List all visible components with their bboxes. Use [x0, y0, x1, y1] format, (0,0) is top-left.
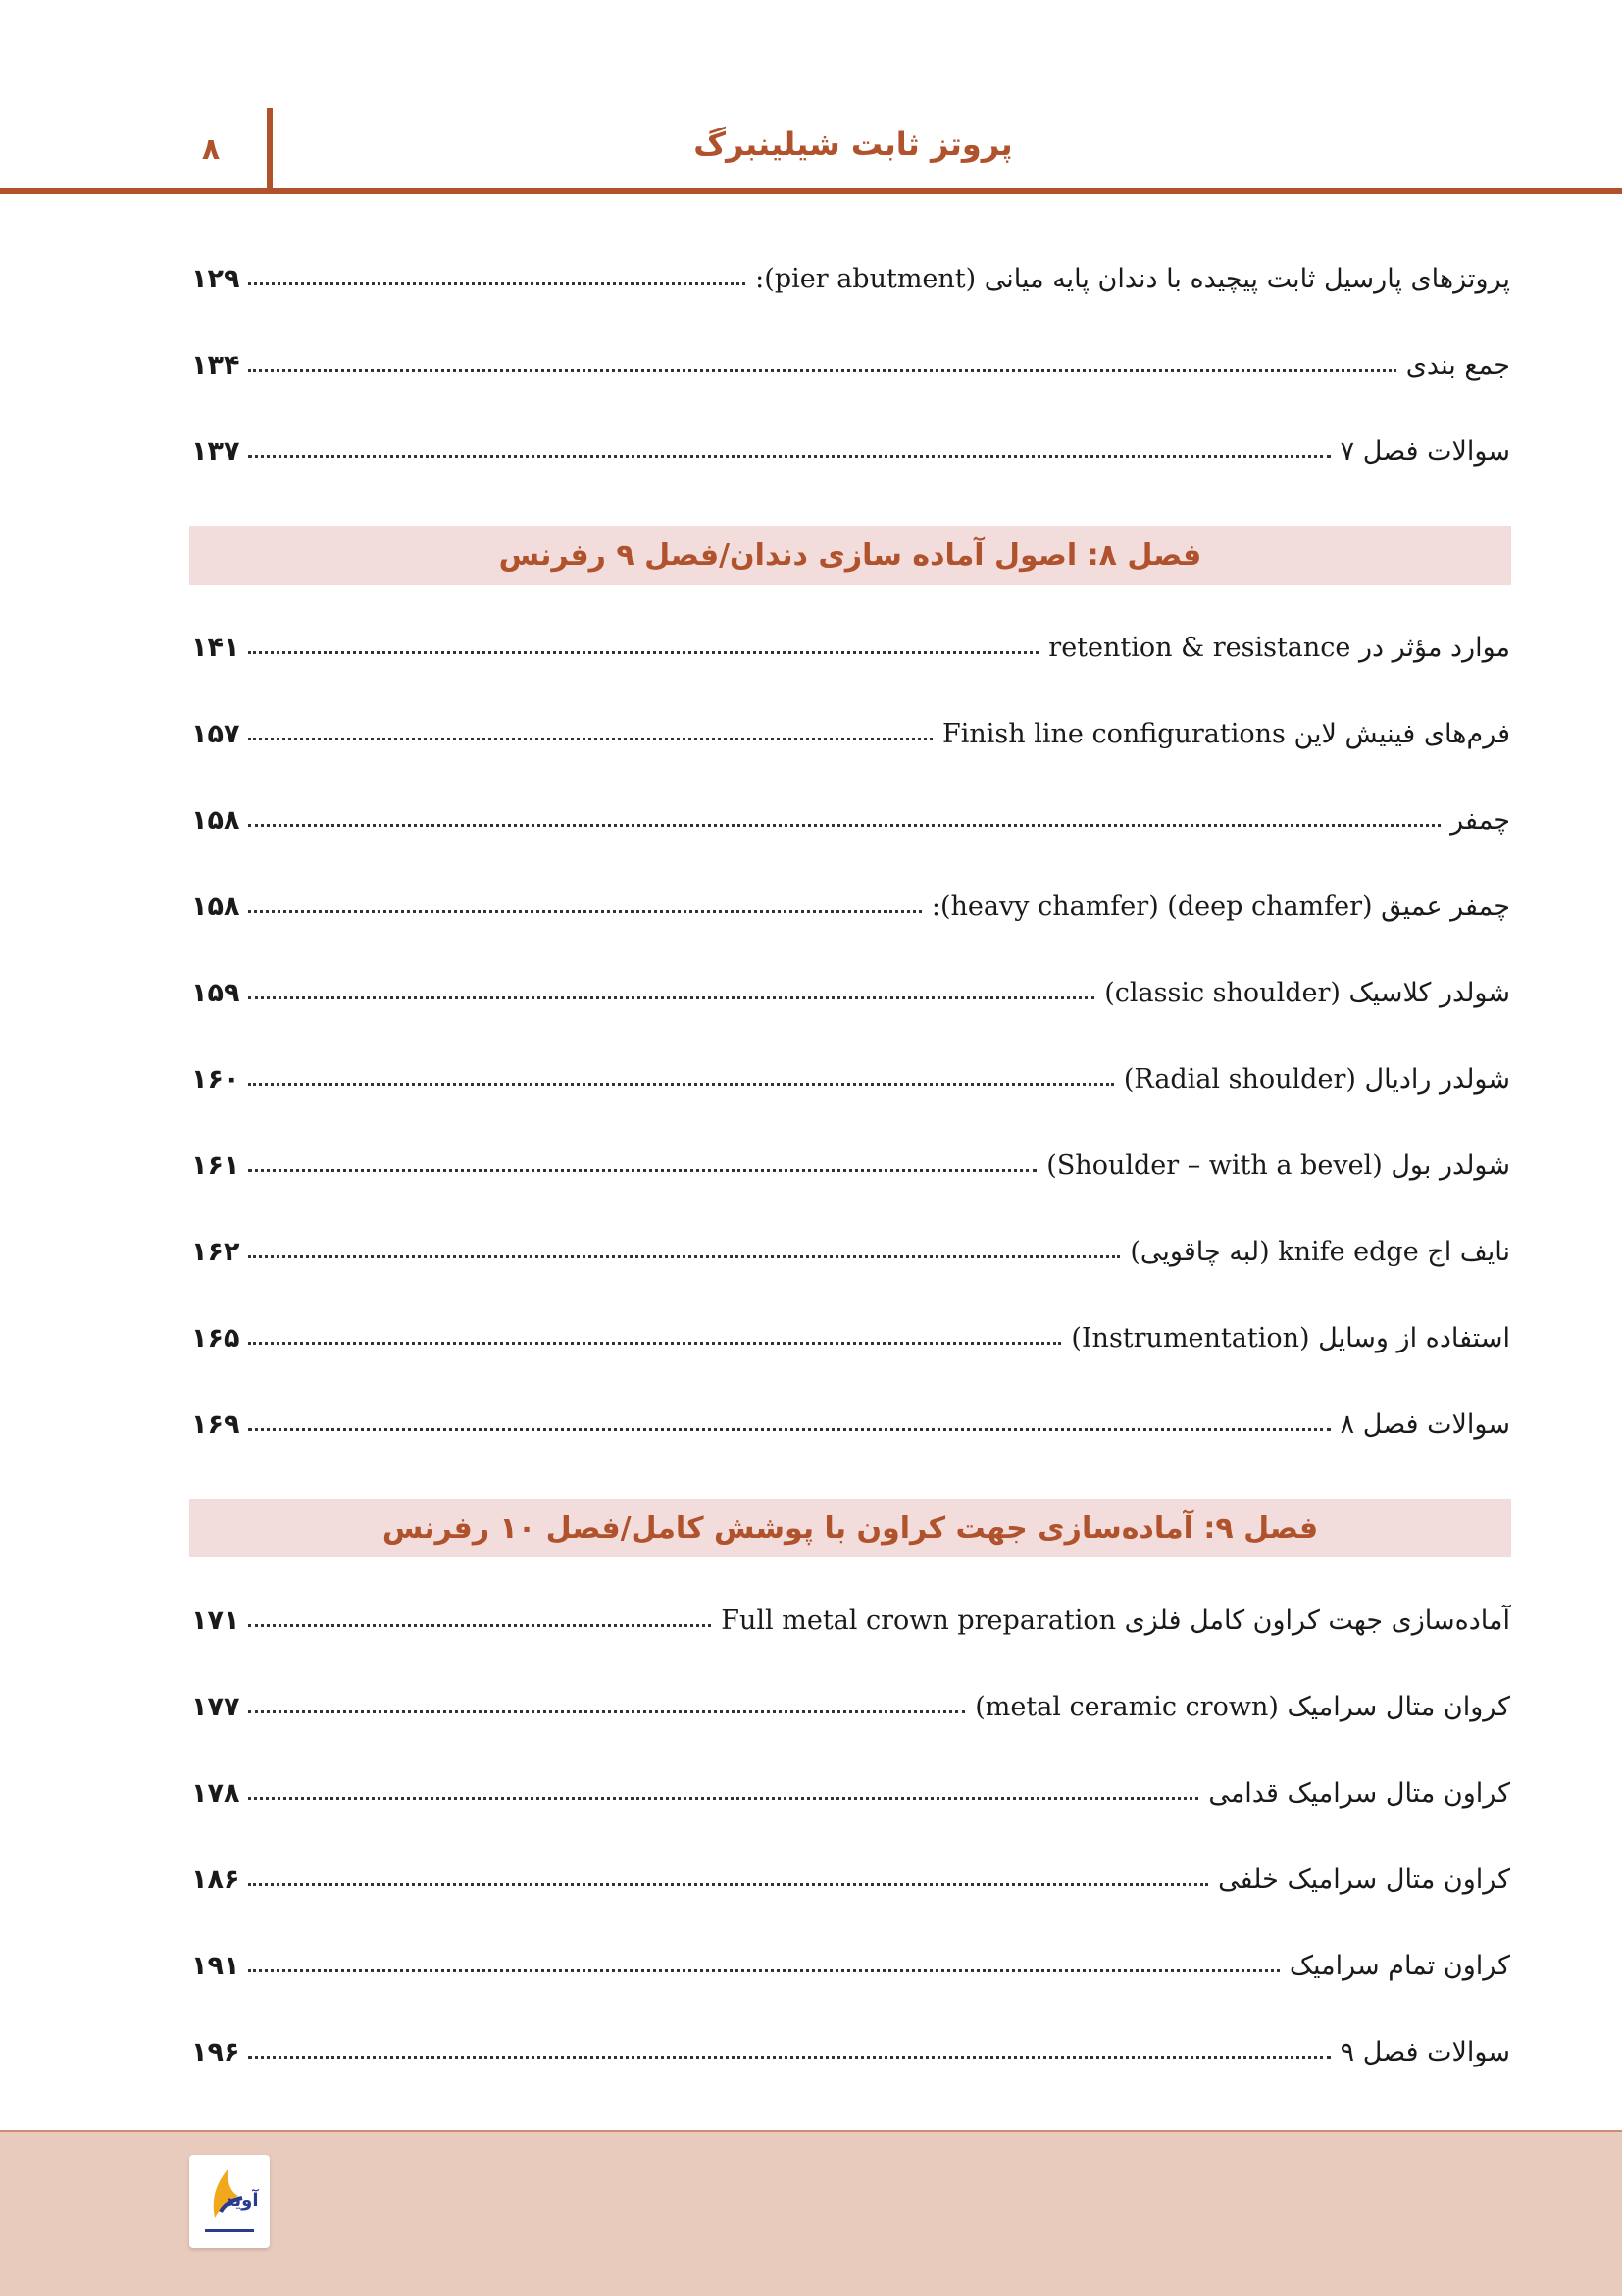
dot-leader [248, 1168, 1037, 1172]
toc-entry[interactable] [191, 1046, 1510, 1095]
toc-entry[interactable] [191, 1391, 1510, 1440]
toc-entry-title: چمفر [1450, 805, 1510, 836]
toc-entry[interactable] [191, 614, 1510, 663]
toc-entry[interactable] [191, 1846, 1510, 1895]
toc-entry[interactable] [191, 959, 1510, 1008]
toc-entry-title: آماده‌سازی جهت کراون کامل فلزی Full metal crown preparation [721, 1606, 1510, 1636]
page-number: ۸ [201, 132, 221, 167]
dot-leader [248, 368, 1396, 372]
chapter-title: فصل ۸: اصول آماده سازی دندان/فصل ۹ رفرنس [498, 537, 1202, 573]
toc-entry-title: کراون تمام سرامیک [1289, 1951, 1510, 1981]
toc-entry-page: ۱۳۴ [191, 350, 240, 381]
toc-entry[interactable] [191, 1760, 1510, 1809]
toc-entry-title: کراون متال سرامیک قدامی [1208, 1778, 1510, 1809]
toc-entry-title: موارد مؤثر در retention & resistance [1048, 633, 1510, 663]
dot-leader [248, 650, 1039, 654]
toc-entry[interactable] [191, 1932, 1510, 1981]
toc-entry-page: ۱۳۷ [191, 436, 240, 467]
publisher-logo [189, 2155, 270, 2248]
toc-entry-title: پروتزهای پارسیل ثابت پیچیده با دندان پایه میانی (pier abutment): [755, 264, 1510, 294]
toc-entry-page: ۱۵۷ [191, 719, 240, 749]
toc-entry-page: ۱۹۶ [191, 2037, 240, 2067]
dot-leader [248, 995, 1094, 999]
header-divider-horizontal [0, 188, 1622, 194]
chapter-heading-9[interactable] [189, 1499, 1511, 1557]
toc-entry-page: ۱۹۱ [191, 1951, 240, 1981]
toc-entry-page: ۱۸۶ [191, 1864, 240, 1895]
book-title: پروتز ثابت شیلینبرگ [693, 126, 1013, 163]
toc-entry-page: ۱۶۰ [191, 1064, 240, 1095]
toc-entry-page: ۱۵۸ [191, 805, 240, 836]
toc-entry-page: ۱۴۱ [191, 633, 240, 663]
dot-leader [248, 1968, 1280, 1972]
toc-entry-title: فرم‌های فینیش لاین Finish line configurations [942, 719, 1510, 749]
toc-entry-title: شولدر کلاسیک (classic shoulder) [1104, 978, 1510, 1008]
toc-entry[interactable] [191, 787, 1510, 836]
toc-entry[interactable] [191, 2018, 1510, 2067]
dot-leader [248, 1341, 1061, 1345]
toc-entry-title: سوالات فصل ۹ [1340, 2037, 1510, 2067]
header-divider-vertical [267, 108, 273, 190]
toc-entry-title: کروان متال سرامیک (metal ceramic crown) [975, 1692, 1510, 1722]
dot-leader [248, 1254, 1120, 1258]
toc-entry-title: استفاده از وسایل (Instrumentation) [1071, 1323, 1510, 1353]
toc-entry-title: چمفر عمیق (deep chamfer) (heavy chamfer): [931, 892, 1510, 922]
toc-entry[interactable] [191, 1132, 1510, 1181]
dot-leader [248, 1082, 1114, 1086]
toc-entry-page: ۱۶۱ [191, 1150, 240, 1181]
toc-entry-title: سوالات فصل ۸ [1340, 1409, 1510, 1440]
chapter-title: فصل ۹: آماده‌سازی جهت کراون با پوشش کامل/فصل ۱۰ رفرنس [381, 1510, 1319, 1546]
toc-entry[interactable] [191, 700, 1510, 749]
toc-entry-page: ۱۷۱ [191, 1606, 240, 1636]
toc-entry[interactable] [191, 245, 1510, 294]
dot-leader [248, 823, 1441, 827]
toc-entry-title: شولدر رادیال (Radial shoulder) [1123, 1064, 1510, 1095]
toc-entry[interactable] [191, 1304, 1510, 1353]
dot-leader [248, 281, 745, 285]
toc-entry-title: جمع بندی [1405, 350, 1510, 381]
toc-entry[interactable] [191, 1587, 1510, 1636]
toc-entry-page: ۱۶۵ [191, 1323, 240, 1353]
publisher-name: آوید [225, 2190, 259, 2211]
toc-entry[interactable] [191, 418, 1510, 467]
toc-entry-page: ۱۶۲ [191, 1237, 240, 1267]
chapter-heading-8[interactable] [189, 526, 1511, 585]
dot-leader [248, 737, 933, 740]
toc-entry[interactable] [191, 332, 1510, 381]
toc-entry[interactable] [191, 873, 1510, 922]
toc-entry[interactable] [191, 1673, 1510, 1722]
dot-leader [248, 1709, 965, 1713]
toc-entry-page: ۱۵۸ [191, 892, 240, 922]
dot-leader [248, 909, 922, 913]
toc-entry[interactable] [191, 1218, 1510, 1267]
toc-entry-title: شولدر بول (Shoulder – with a bevel) [1046, 1150, 1510, 1181]
dot-leader [248, 1623, 711, 1627]
toc-entry-page: ۱۶۹ [191, 1409, 240, 1440]
toc-entry-page: ۱۲۹ [191, 264, 240, 294]
toc-entry-page: ۱۷۸ [191, 1778, 240, 1809]
dot-leader [248, 1427, 1331, 1431]
dot-leader [248, 1882, 1208, 1886]
toc-entry-title: کراون متال سرامیک خلفی [1218, 1864, 1510, 1895]
toc-entry-title: سوالات فصل ۷ [1340, 436, 1510, 467]
dot-leader [248, 2055, 1331, 2059]
toc-entry-page: ۱۵۹ [191, 978, 240, 1008]
toc-entry-page: ۱۷۷ [191, 1692, 240, 1722]
toc-entry-title: نایف اج knife edge (لبه چاقویی) [1130, 1237, 1510, 1267]
dot-leader [248, 1796, 1198, 1800]
dot-leader [248, 454, 1331, 458]
